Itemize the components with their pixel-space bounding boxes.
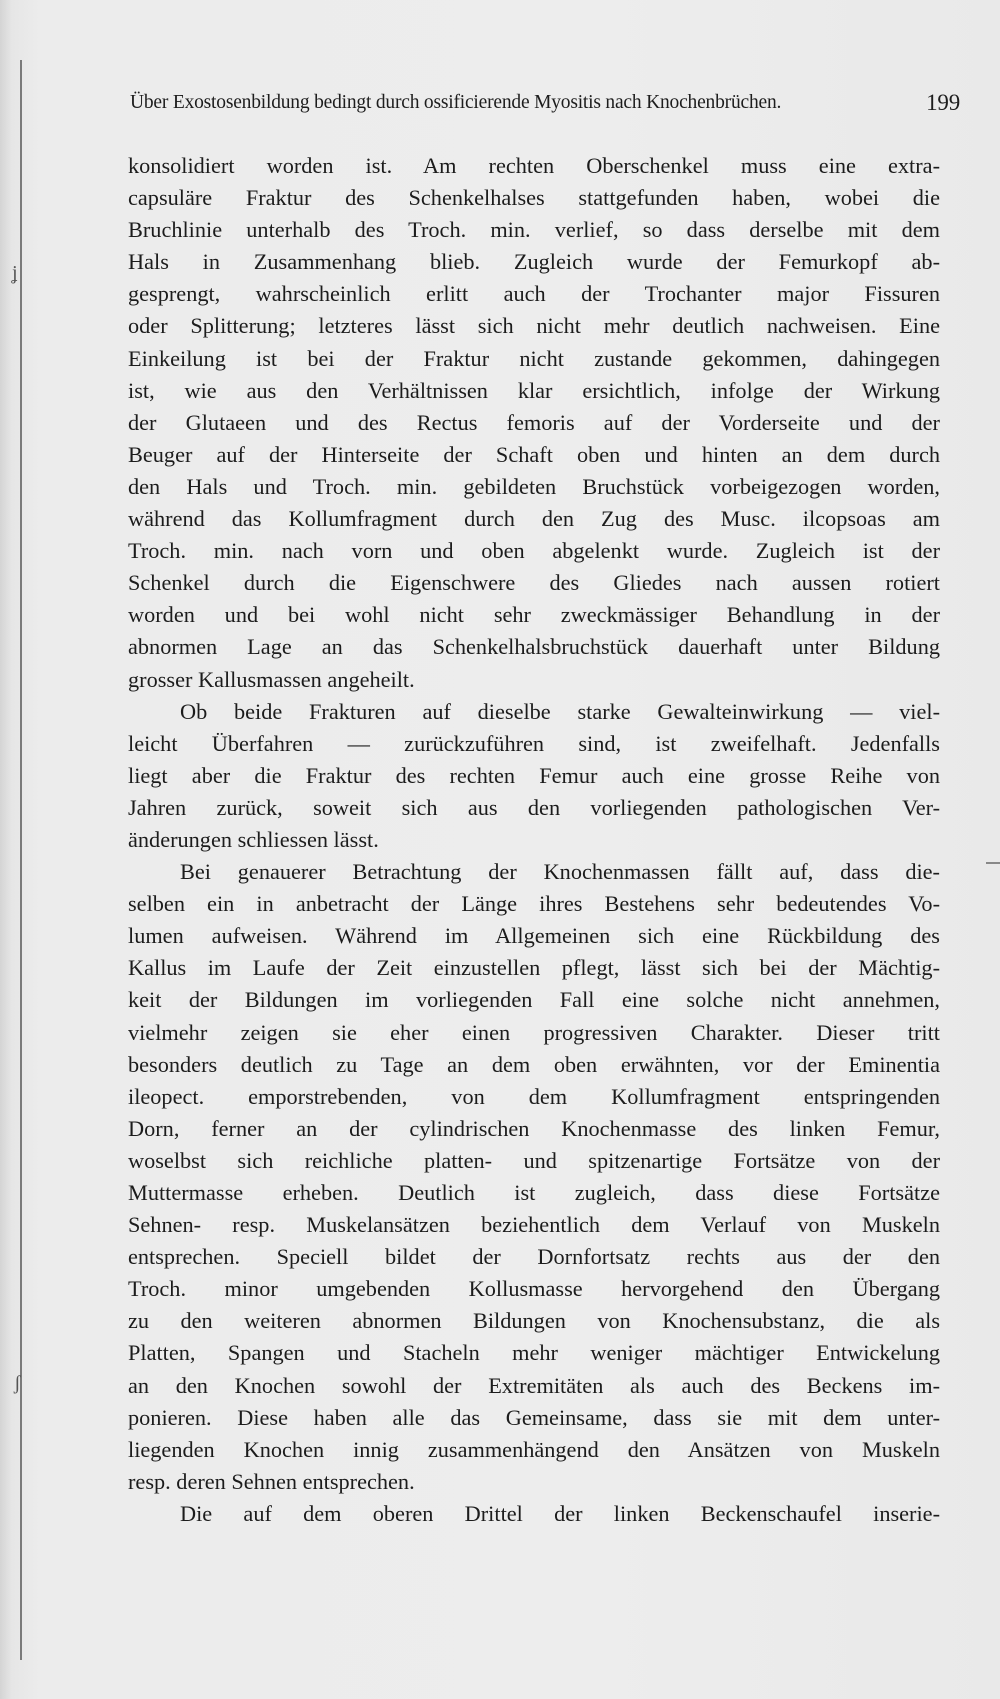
text-line: leicht Überfahren — zurückzuführen sind, ist zweifelhaft. Jedenfalls bbox=[128, 730, 940, 756]
text-line: abnormen Lage an das Schenkelhalsbruchstück dauerhaft unter Bildung bbox=[128, 634, 940, 660]
text-line: ileopect. emporstrebenden, von dem Kollumfragment entspringenden bbox=[128, 1083, 940, 1109]
text-line: liegenden Knochen innig zusammenhängend den Ansätzen von Muskeln bbox=[128, 1436, 940, 1462]
margin-mark: ʝ bbox=[12, 262, 18, 284]
text-line: Jahren zurück, soweit sich aus den vorliegenden pathologischen Ver- bbox=[128, 794, 940, 820]
text-line: änderungen schliessen lässt. bbox=[128, 826, 379, 852]
text-line: Ob beide Frakturen auf dieselbe starke Gewalteinwirkung — viel- bbox=[180, 698, 940, 724]
text-line: woselbst sich reichliche platten- und spitzenartige Fortsätze von der bbox=[128, 1147, 940, 1173]
text-line: Bruchlinie unterhalb des Troch. min. verlief, so dass derselbe mit dem bbox=[128, 217, 940, 243]
text-line: Hals in Zusammenhang blieb. Zugleich wurde der Femurkopf ab- bbox=[128, 249, 940, 275]
binding-edge bbox=[20, 60, 22, 1660]
text-line: Die auf dem oberen Drittel der linken Beckenschaufel inserie- bbox=[180, 1500, 940, 1526]
text-line: resp. deren Sehnen entsprechen. bbox=[128, 1468, 415, 1494]
text-line: Troch. minor umgebenden Kollusmasse hervorgehend den Übergang bbox=[128, 1276, 940, 1302]
text-line: ist, wie aus den Verhältnissen klar ersichtlich, infolge der Wirkung bbox=[128, 377, 940, 403]
text-line: zu den weiteren abnormen Bildungen von Knochensubstanz, die als bbox=[128, 1308, 940, 1334]
text-line: entsprechen. Speciell bildet der Dornfortsatz rechts aus der den bbox=[128, 1244, 940, 1270]
text-line: Bei genauerer Betrachtung der Knochenmassen fällt auf, dass die- bbox=[180, 859, 940, 885]
text-line: besonders deutlich zu Tage an dem oben erwähnten, vor der Eminentia bbox=[128, 1051, 940, 1077]
text-line: capsuläre Fraktur des Schenkelhalses stattgefunden haben, wobei die bbox=[128, 185, 940, 211]
text-line: gesprengt, wahrscheinlich erlitt auch der Trochanter major Fissuren bbox=[128, 281, 940, 307]
text-line: Kallus im Laufe der Zeit einzustellen pflegt, lässt sich bei der Mächtig- bbox=[128, 955, 940, 981]
text-line: den Hals und Troch. min. gebildeten Bruchstück vorbeigezogen worden, bbox=[128, 473, 940, 499]
text-line: ponieren. Diese haben alle das Gemeinsame, dass sie mit dem unter- bbox=[128, 1404, 940, 1430]
text-line: Beuger auf der Hinterseite der Schaft oben und hinten an dem durch bbox=[128, 441, 940, 467]
text-line: Einkeilung ist bei der Fraktur nicht zustande gekommen, dahingegen bbox=[128, 345, 940, 371]
text-line: keit der Bildungen im vorliegenden Fall eine solche nicht annehmen, bbox=[128, 987, 940, 1013]
running-head-title: Über Exostosenbildung bedingt durch ossificierende Myositis nach Knochenbrüchen. bbox=[130, 92, 782, 113]
text-line: Dorn, ferner an der cylindrischen Knochenmasse des linken Femur, bbox=[128, 1115, 940, 1141]
text-line: worden und bei wohl nicht sehr zweckmässiger Behandlung in der bbox=[128, 602, 940, 628]
text-line: konsolidiert worden ist. Am rechten Oberschenkel muss eine extra- bbox=[128, 153, 940, 178]
body-text bbox=[128, 150, 940, 1530]
text-line: Troch. min. nach vorn und oben abgelenkt wurde. Zugleich ist der bbox=[128, 538, 940, 564]
text-line: oder Splitterung; letzteres lässt sich nicht mehr deutlich nachweisen. Eine bbox=[128, 313, 940, 339]
text-line: Sehnen- resp. Muskelansätzen beziehentlich dem Verlauf von Muskeln bbox=[128, 1212, 940, 1238]
text-line: grosser Kallusmassen angeheilt. bbox=[128, 666, 415, 692]
text-line: lumen aufweisen. Während im Allgemeinen sich eine Rückbildung des bbox=[128, 923, 940, 949]
text-line: Schenkel durch die Eigenschwere des Gliedes nach aussen rotiert bbox=[128, 570, 940, 596]
text-line: Muttermasse erheben. Deutlich ist zugleich, dass diese Fortsätze bbox=[128, 1180, 940, 1205]
text-line: Platten, Spangen und Stacheln mehr weniger mächtiger Entwickelung bbox=[128, 1340, 940, 1366]
text-line: während das Kollumfragment durch den Zug des Musc. ilcopsoas am bbox=[128, 506, 940, 532]
text-line: der Glutaeen und des Rectus femoris auf der Vorderseite und der bbox=[128, 409, 940, 435]
text-line: an den Knochen sowohl der Extremitäten als auch des Beckens im- bbox=[128, 1372, 940, 1398]
edge-mark bbox=[986, 862, 1000, 864]
page-number: 199 bbox=[926, 90, 960, 115]
text-line: vielmehr zeigen sie eher einen progressiven Charakter. Dieser tritt bbox=[128, 1019, 940, 1045]
text-line: selben ein in anbetracht der Länge ihres Bestehens sehr bedeutendes Vo- bbox=[128, 891, 940, 917]
running-head bbox=[130, 92, 960, 114]
text-line: liegt aber die Fraktur des rechten Femur auch eine grosse Reihe von bbox=[128, 762, 940, 788]
margin-mark: ʃ bbox=[14, 1372, 21, 1394]
